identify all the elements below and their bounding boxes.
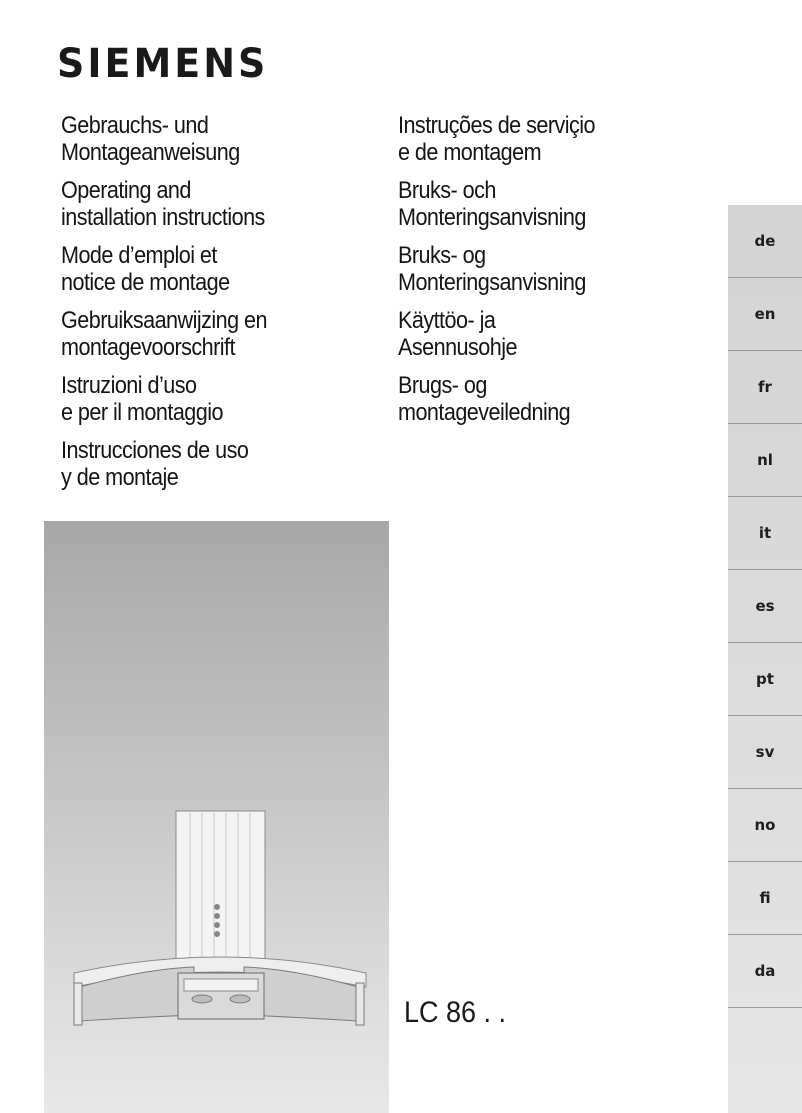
title-sv-line2: Monteringsanvisning <box>398 204 586 231</box>
tab-es[interactable]: es <box>728 570 802 643</box>
title-sv <box>398 177 595 231</box>
tab-da[interactable]: da <box>728 935 802 1008</box>
hood-button <box>214 931 220 937</box>
model-number: LC 86 . . <box>404 996 507 1029</box>
titles-left-column <box>61 112 290 502</box>
title-de <box>61 112 267 166</box>
title-it-line1: Istruzioni d’uso <box>61 372 197 399</box>
title-de-line1: Gebrauchs- und <box>61 112 209 139</box>
title-pt-line2: e de montagem <box>398 139 542 166</box>
title-sv-line1: Bruks- och <box>398 177 496 204</box>
title-de-line2: Montageanweisung <box>61 139 240 166</box>
tab-no[interactable]: no <box>728 789 802 862</box>
title-en <box>61 177 267 231</box>
hood-button <box>214 904 220 910</box>
hood-button <box>214 913 220 919</box>
title-es-line1: Instrucciones de uso <box>61 437 249 464</box>
title-fi-line1: Käyttöo- ja <box>398 307 496 334</box>
title-pt-line1: Instruções de serviçio <box>398 112 596 139</box>
title-nl-line1: Gebruiksaanwijzing en <box>61 307 267 334</box>
title-en-line1: Operating and <box>61 177 191 204</box>
title-it-line2: e per il montaggio <box>61 399 223 426</box>
title-da-line2: montageveiledning <box>398 399 571 426</box>
title-da-line1: Brugs- og <box>398 372 487 399</box>
title-nl <box>61 307 267 361</box>
title-nl-line2: montagevoorschrift <box>61 334 235 361</box>
title-es <box>61 437 267 491</box>
tab-de[interactable]: de <box>728 205 802 278</box>
product-photo <box>44 521 389 1113</box>
title-fr-line1: Mode d’emploi et <box>61 242 217 269</box>
title-es-line2: y de montaje <box>61 464 179 491</box>
title-no-line2: Monteringsanvisning <box>398 269 586 296</box>
tab-fr[interactable]: fr <box>728 351 802 424</box>
title-fr <box>61 242 267 296</box>
title-fr-line2: notice de montage <box>61 269 230 296</box>
title-fi-line2: Asennusohje <box>398 334 517 361</box>
language-tab-strip <box>728 205 802 1113</box>
hood-button <box>214 922 220 928</box>
cooker-hood-illustration <box>44 521 389 1113</box>
tab-fi[interactable]: fi <box>728 862 802 935</box>
title-da <box>398 372 595 426</box>
tab-it[interactable]: it <box>728 497 802 570</box>
title-no-line1: Bruks- og <box>398 242 486 269</box>
tab-en[interactable]: en <box>728 278 802 351</box>
title-fi <box>398 307 595 361</box>
titles-right-column <box>398 112 617 437</box>
title-en-line2: installation instructions <box>61 204 265 231</box>
tab-sv[interactable]: sv <box>728 716 802 789</box>
title-no <box>398 242 595 296</box>
title-it <box>61 372 267 426</box>
tab-nl[interactable]: nl <box>728 424 802 497</box>
title-pt <box>398 112 595 166</box>
siemens-logo: SIEMENS <box>57 40 269 87</box>
tab-pt[interactable]: pt <box>728 643 802 716</box>
